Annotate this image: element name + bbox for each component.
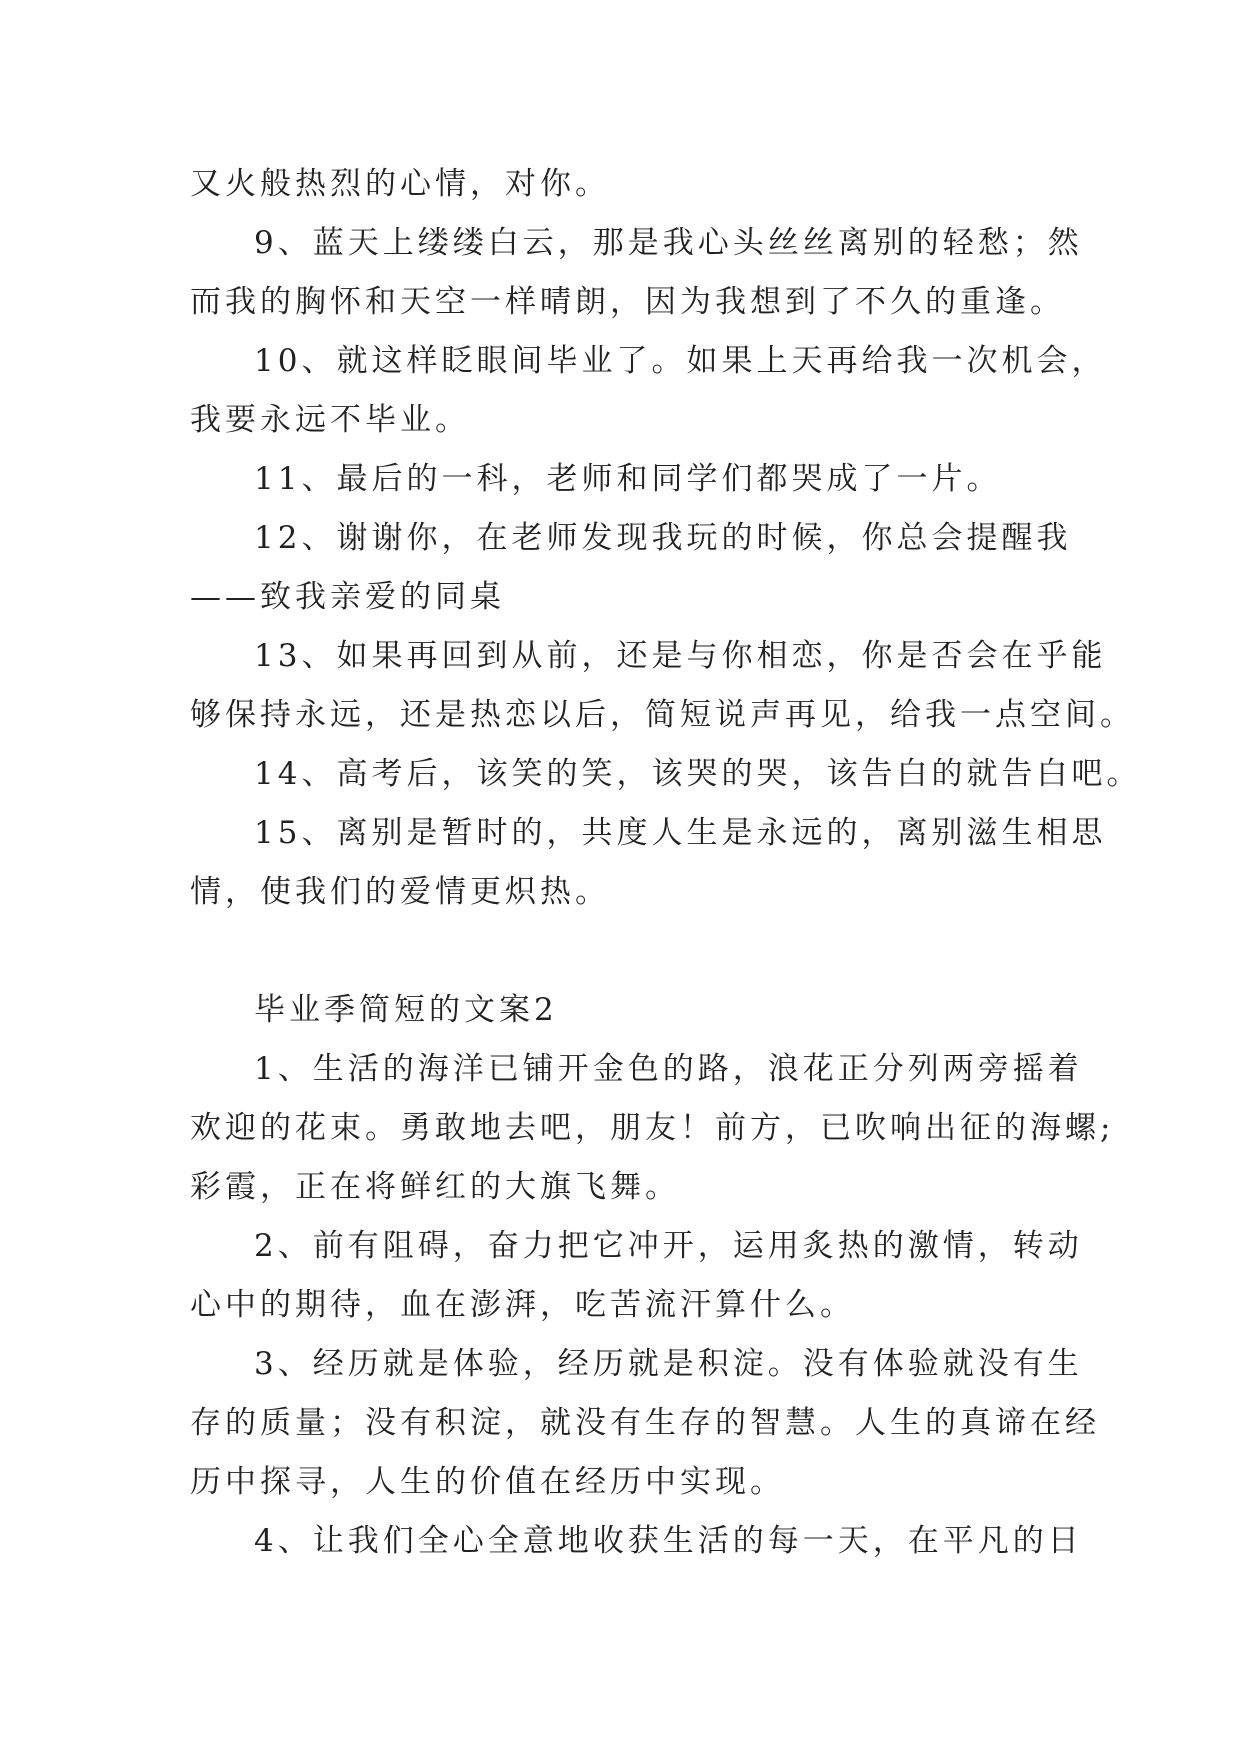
section2-list-item-2 bbox=[190, 1217, 1083, 1335]
text-line: 又火般热烈的心情，对你。 bbox=[190, 166, 610, 202]
list-item-15 bbox=[190, 804, 1107, 922]
text-line: 彩霞，正在将鲜红的大旗飞舞。 bbox=[190, 1169, 680, 1205]
text-line: 1、生活的海洋已铺开金色的路，浪花正分列两旁摇着 bbox=[254, 1051, 1083, 1087]
text-line: 够保持永远，还是热恋以后，简短说声再见，给我一点空间。 bbox=[190, 697, 1135, 733]
document-page bbox=[190, 155, 1142, 1571]
list-item-14 bbox=[190, 745, 1142, 804]
section2-list-item-3 bbox=[190, 1335, 1100, 1512]
text-line: 14、高考后，该笑的笑，该哭的哭，该告白的就告白吧。 bbox=[254, 756, 1142, 792]
text-line: 3、经历就是体验，经历就是积淀。没有体验就没有生 bbox=[254, 1346, 1083, 1382]
text-line: 4、让我们全心全意地收获生活的每一天，在平凡的日 bbox=[254, 1523, 1083, 1559]
list-item-9 bbox=[190, 214, 1083, 332]
text-line: 历中探寻，人生的价值在经历中实现。 bbox=[190, 1464, 785, 1500]
text-line: 10、就这样眨眼间毕业了。如果上天再给我一次机会， bbox=[254, 343, 1107, 379]
text-line: 欢迎的花束。勇敢地去吧，朋友！前方，已吹响出征的海螺; bbox=[190, 1110, 1115, 1146]
list-item-13 bbox=[190, 627, 1135, 745]
text-line: 而我的胸怀和天空一样晴朗，因为我想到了不久的重逢。 bbox=[190, 284, 1065, 320]
text-line: 心中的期待，血在澎湃，吃苦流汗算什么。 bbox=[190, 1287, 855, 1323]
section2-list-item-4 bbox=[190, 1512, 1083, 1571]
list-item-12 bbox=[190, 509, 1072, 627]
text-line: 存的质量；没有积淀，就没有生存的智慧。人生的真谛在经 bbox=[190, 1405, 1100, 1441]
text-line: 11、最后的一科，老师和同学们都哭成了一片。 bbox=[254, 461, 1002, 497]
text-line: 我要永远不毕业。 bbox=[190, 402, 470, 438]
paragraph-continuation bbox=[190, 155, 1060, 214]
text-line: 15、离别是暂时的，共度人生是永远的，离别滋生相思 bbox=[254, 815, 1107, 851]
text-line: 2、前有阻碍，奋力把它冲开，运用炙热的激情，转动 bbox=[254, 1228, 1083, 1264]
text-line: 12、谢谢你，在老师发现我玩的时候，你总会提醒我 bbox=[254, 520, 1072, 556]
section2-list-item-1 bbox=[190, 1040, 1115, 1217]
section-title: 毕业季简短的文案2 bbox=[254, 992, 558, 1028]
text-line: ——致我亲爱的同桌 bbox=[190, 579, 505, 615]
list-item-11 bbox=[190, 450, 1060, 509]
text-line: 情，使我们的爱情更炽热。 bbox=[190, 874, 610, 910]
text-line: 13、如果再回到从前，还是与你相恋，你是否会在乎能 bbox=[254, 638, 1107, 674]
list-item-10 bbox=[190, 332, 1107, 450]
text-line: 9、蓝天上缕缕白云，那是我心头丝丝离别的轻愁；然 bbox=[254, 225, 1083, 261]
